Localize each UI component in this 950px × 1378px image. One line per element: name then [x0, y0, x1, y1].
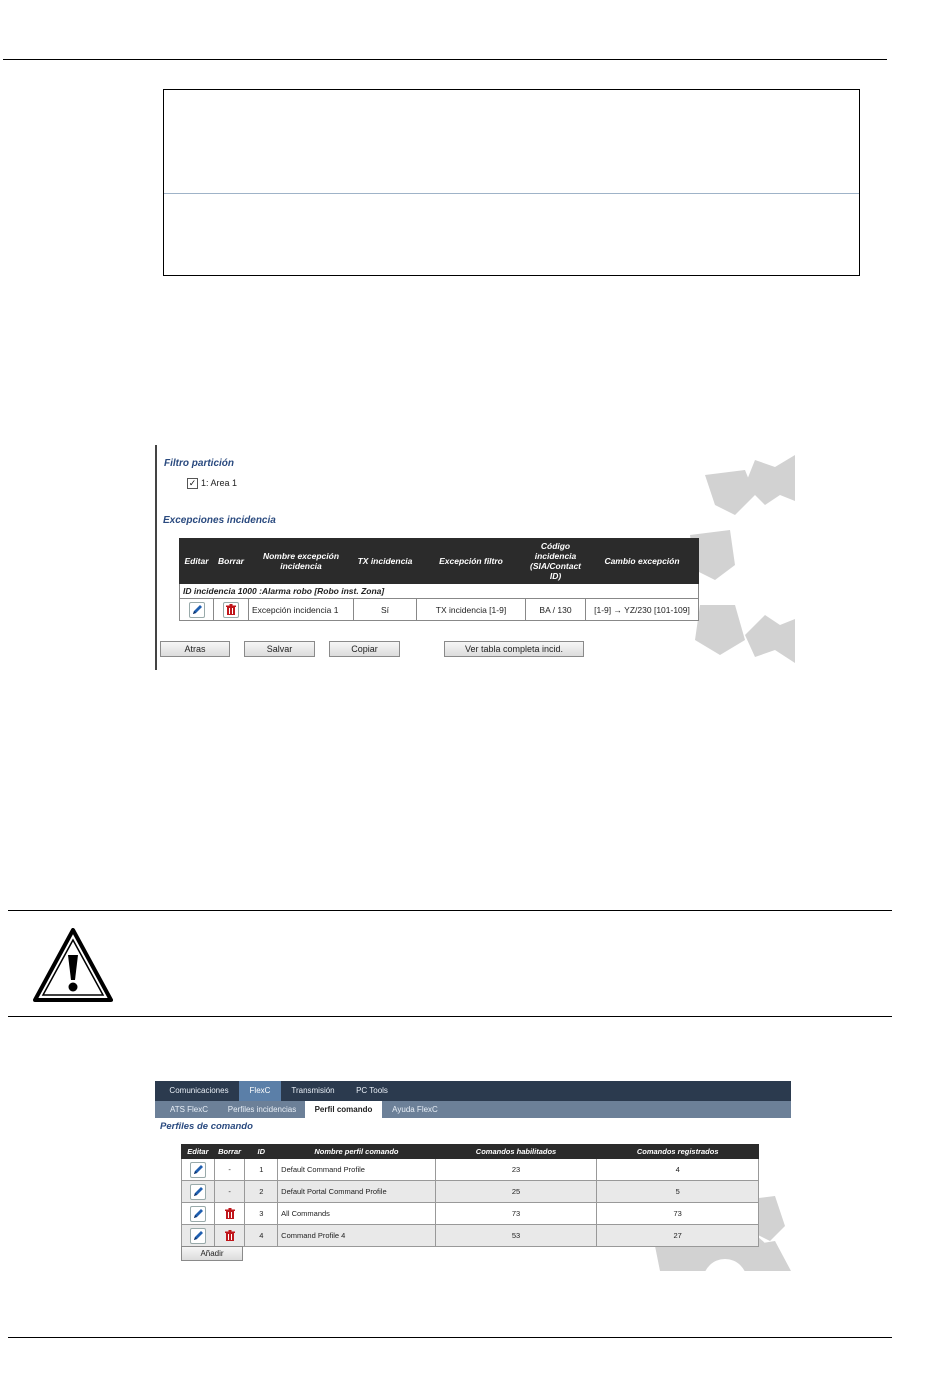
trash-icon[interactable] [223, 1207, 237, 1221]
back-button[interactable]: Atras [160, 641, 230, 657]
col-edit: Editar [180, 539, 214, 584]
sub-navigation [155, 1101, 791, 1118]
col-code: Código incidencia (SIA/Contact ID) [526, 539, 586, 584]
warning-top-rule [8, 910, 892, 911]
page-title: Perfiles de comando [160, 1121, 253, 1132]
edit-cell [182, 1225, 215, 1247]
pencil-edit-icon[interactable] [190, 1206, 206, 1222]
tx-cell: Sí [354, 599, 417, 621]
enabled-cell: 53 [435, 1225, 597, 1247]
col-exception-name: Nombre excepción incidencia [249, 539, 354, 584]
tab-flexc[interactable]: FlexC [239, 1081, 281, 1101]
subtab-perfiles-incidencias[interactable]: Perfiles incidencias [227, 1105, 297, 1114]
enabled-cell: 73 [435, 1203, 597, 1225]
profile-name-cell: Default Portal Command Profile [278, 1181, 436, 1203]
col-profile-name: Nombre perfil comando [278, 1145, 436, 1159]
col-tx: TX incidencia [354, 539, 417, 584]
col-id: ID [245, 1145, 278, 1159]
col-delete: Borrar [214, 1145, 245, 1159]
registered-cell: 27 [597, 1225, 759, 1247]
change-cell: [1-9] → YZ/230 [101-109] [586, 599, 699, 621]
pencil-edit-icon[interactable] [189, 602, 205, 618]
col-enabled-commands: Comandos habilitados [435, 1145, 597, 1159]
table-row [182, 1181, 759, 1203]
add-button[interactable]: Añadir [181, 1246, 243, 1261]
pencil-edit-icon[interactable] [190, 1228, 206, 1244]
enabled-cell: 25 [435, 1181, 597, 1203]
pencil-edit-icon[interactable] [190, 1162, 206, 1178]
exceptions-title: Excepciones incidencia [163, 515, 276, 526]
partition-checkbox[interactable]: ✓ [188, 478, 197, 488]
delete-cell [214, 1225, 245, 1247]
exceptions-table [179, 538, 699, 621]
warning-triangle-icon [33, 928, 113, 1002]
id-cell: 1 [245, 1159, 278, 1181]
command-profiles-table [181, 1144, 759, 1247]
id-cell: 3 [245, 1203, 278, 1225]
subtab-perfil-comando[interactable]: Perfil comando [305, 1101, 382, 1118]
filter-cell: TX incidencia [1-9] [417, 599, 526, 621]
delete-cell [214, 599, 249, 621]
note-box [163, 89, 860, 276]
registered-cell: 73 [597, 1203, 759, 1225]
warning-bottom-rule [8, 1016, 892, 1017]
table-row [182, 1225, 759, 1247]
id-cell: 2 [245, 1181, 278, 1203]
partition-filter-title: Filtro partición [164, 458, 234, 469]
col-delete: Borrar [214, 539, 249, 584]
tab-pc-tools[interactable]: PC Tools [356, 1086, 388, 1095]
col-filter: Excepción filtro [417, 539, 526, 584]
table-row [180, 599, 699, 621]
edit-cell [182, 1159, 215, 1181]
copy-button[interactable]: Copiar [329, 641, 400, 657]
view-table-button[interactable]: Ver tabla completa incid. [444, 641, 584, 657]
col-registered-commands: Comandos registrados [597, 1145, 759, 1159]
group-row: ID incidencia 1000 :Alarma robo [Robo inst. Zona] [180, 584, 699, 599]
code-cell: BA / 130 [526, 599, 586, 621]
delete-cell [214, 1203, 245, 1225]
registered-cell: 5 [597, 1181, 759, 1203]
frame-left-border [155, 445, 157, 670]
profile-name-cell: Default Command Profile [278, 1159, 436, 1181]
subtab-ats-flexc[interactable]: ATS FlexC [169, 1105, 209, 1114]
col-change: Cambio excepción [586, 539, 699, 584]
profile-name-cell: All Commands [278, 1203, 436, 1225]
delete-cell: - [214, 1159, 245, 1181]
subtab-ayuda-flexc[interactable]: Ayuda FlexC [392, 1105, 438, 1114]
tab-comunicaciones[interactable]: Comunicaciones [169, 1086, 229, 1095]
edit-cell [180, 599, 214, 621]
col-edit: Editar [182, 1145, 215, 1159]
id-cell: 4 [245, 1225, 278, 1247]
registered-cell: 4 [597, 1159, 759, 1181]
pencil-edit-icon[interactable] [190, 1184, 206, 1200]
delete-cell: - [214, 1181, 245, 1203]
profile-name-cell: Command Profile 4 [278, 1225, 436, 1247]
top-navigation [155, 1081, 791, 1101]
edit-cell [182, 1203, 215, 1225]
footer-rule [8, 1337, 892, 1338]
note-box-divider [164, 193, 859, 194]
exception-name-cell: Excepción incidencia 1 [249, 599, 354, 621]
command-profiles-screenshot [155, 1081, 791, 1271]
trash-icon[interactable] [223, 1229, 237, 1243]
table-row [182, 1203, 759, 1225]
table-row [182, 1159, 759, 1181]
trash-icon[interactable] [223, 602, 239, 618]
enabled-cell: 23 [435, 1159, 597, 1181]
header-rule [3, 59, 887, 60]
exception-screenshot [155, 445, 795, 670]
edit-cell [182, 1181, 215, 1203]
partition-label: 1: Area 1 [201, 478, 238, 488]
tab-transmision[interactable]: Transmisión [291, 1086, 335, 1095]
save-button[interactable]: Salvar [244, 641, 315, 657]
